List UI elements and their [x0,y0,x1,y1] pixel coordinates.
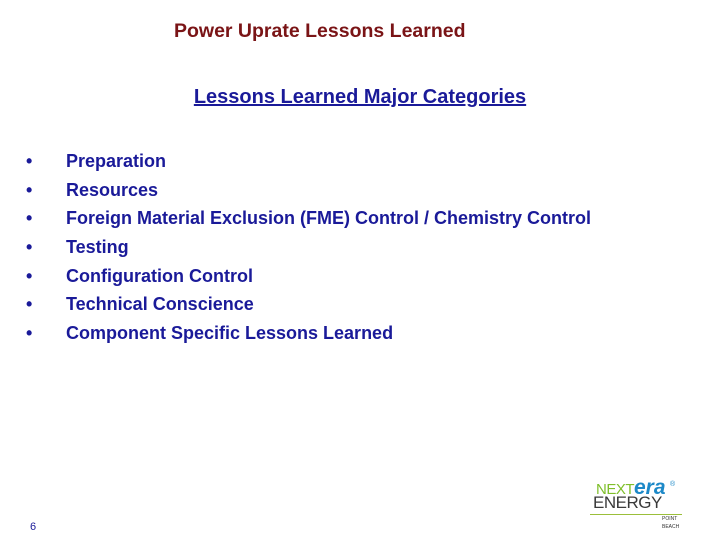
bullet-icon: • [26,265,33,286]
nextera-energy-logo [590,478,686,536]
bullet-text: Technical Conscience [66,294,254,315]
bullet-text: Configuration Control [66,265,253,286]
bullet-icon: • [26,179,33,200]
bullet-text: Component Specific Lessons Learned [66,323,394,344]
bullet-text: Foreign Material Exclusion (FME) Control / Chemistry Control [66,208,592,229]
registered-mark: ® [670,481,676,488]
bullet-text: Preparation [66,151,167,171]
logo-next-text: NEXT [596,481,635,498]
logo-site-line2: BEACH [662,524,680,530]
list-item [26,177,591,206]
slide-title: Power Uprate Lessons Learned [174,20,466,42]
list-item [26,320,591,349]
page-number: 6 [30,521,37,533]
list-item [26,148,591,177]
list-item [26,291,591,320]
bullet-icon: • [26,151,33,171]
list-item [26,205,591,234]
logo-era-text: era [634,476,666,499]
bullet-icon: • [26,208,33,229]
list-item [26,234,591,263]
list-item [26,263,591,292]
bullet-text: Resources [66,179,159,200]
bullet-icon: • [26,294,33,315]
slide-subtitle: Lessons Learned Major Categories [193,86,527,108]
bullet-list [26,148,591,349]
bullet-text: Testing [66,237,129,258]
logo-divider [590,514,682,515]
bullet-icon: • [26,323,33,344]
logo-energy-text: ENERGY [593,493,662,512]
logo-site-line1: POINT [662,516,678,522]
bullet-icon: • [26,237,33,258]
